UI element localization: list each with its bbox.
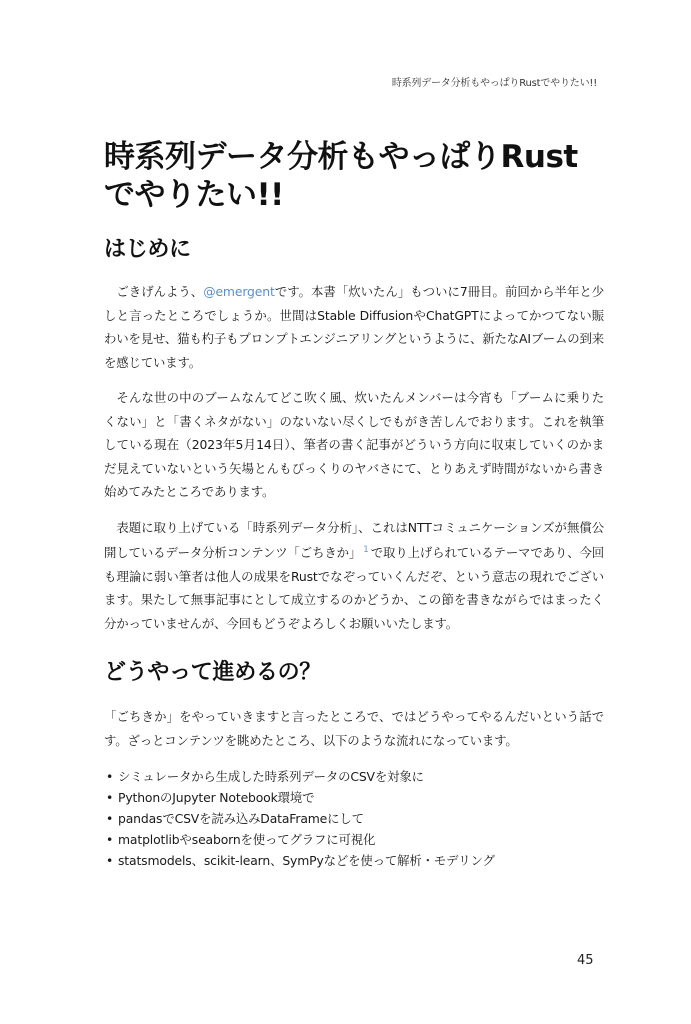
bullet-icon: • [106,853,114,868]
list-item: • statsmodels、scikit-learn、SymPyなどを使って解析・モデリング [104,850,604,871]
list-item: • シミュレータから生成した時系列データのCSVを対象に [104,766,604,787]
page-content [104,138,604,871]
footnote-marker[interactable]: 1 [363,545,369,555]
bullet-icon: • [106,790,114,805]
section-intro-paragraph: 「ごちきか」をやっていきますと言ったところで、ではどうやってやるんだいという話です。ざっとコンテンツを眺めたところ、以下のような流れになっています。 [104,709,604,748]
bullet-icon: • [106,811,114,826]
paragraph-2: そんな世の中のブームなんてどこ吹く風、炊いたんメンバーは今宵も「ブームに乗りたくない」と「書くネタがない」のないない尽くしでもがき苦しんでおります。これを執筆している現在（2023年5月14日）、筆者の書く記事がどういう方向に収束していくのかまだ見えていないという矢場とんもびっくりのヤバさにて、とりあえず時間がないから書き始めてみたところであります。 [104,390,604,499]
page-number: 45 [577,953,594,968]
section-heading-how: どうやって進めるの？ [104,660,322,685]
list-item: • matplotlibやseabornを使ってグラフに可視化 [104,829,604,850]
bullet-icon: • [106,769,114,784]
section-heading-intro: はじめに [104,237,191,262]
paragraph-1: ごきげんよう、@emergentです。本書「炊いたん」もついに7冊目。前回から半年と少しと言ったところでしょうか。世間はStable DiffusionやChatGPTによってかつてない賑わいを見せ、猫も杓子もプロンプトエンジニアリングというように、新たなAIブームの到来を感じています。 [104,284,605,370]
bullet-icon: • [106,832,114,847]
flow-list [104,766,604,871]
chapter-title: 時系列データ分析もやっぱりRustでやりたい!! [104,139,578,213]
running-header: 時系列データ分析もやっぱりRustでやりたい!! [391,78,597,89]
list-item: • pandasでCSVを読み込みDataFrameにして [104,808,604,829]
list-item: • PythonのJupyter Notebook環境で [104,787,604,808]
author-link[interactable]: @emergent [203,284,275,299]
paragraph-3: 表題に取り上げている「時系列データ分析」、これはNTTコミュニケーションズが無償公開しているデータ分析コンテンツ「ごちきか」 $^1$ で取り上げられているテーマであり、今回も理論に弱い筆者は他人の成果をRustでなぞっていくんだぞ、という意志の現れでございます。果たして無事記事にとして成立するのかどうか、この節を書きながらではまったく分かっていませんが、今回もどうぞよろしくお願いいたします。 [104,519,604,631]
